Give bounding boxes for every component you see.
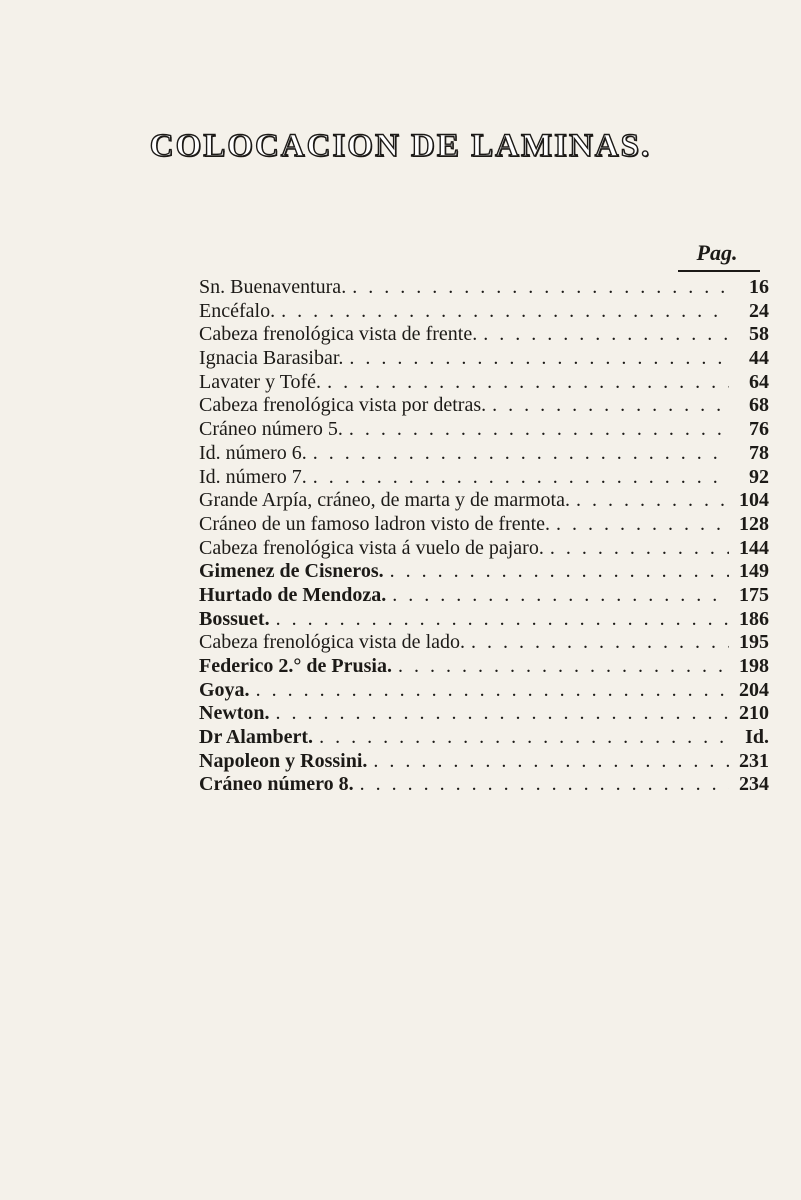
toc-entry-label: Bossuet. bbox=[199, 607, 270, 630]
toc-entry-page: 44 bbox=[749, 347, 769, 370]
dot-leader bbox=[392, 655, 729, 679]
toc-entry-page: 210 bbox=[739, 702, 769, 725]
toc-entry bbox=[199, 489, 769, 513]
toc-entry-label: Dr Alambert. bbox=[199, 726, 314, 749]
dot-leader bbox=[307, 442, 729, 466]
toc-entry-label: Id. número 6. bbox=[199, 441, 307, 464]
toc-entry bbox=[199, 300, 769, 324]
toc-entry-page: 186 bbox=[739, 607, 769, 630]
dot-leader bbox=[550, 513, 729, 537]
dot-leader bbox=[346, 276, 729, 300]
toc-entry-page: 104 bbox=[739, 489, 769, 512]
toc-entry-label: Cabeza frenológica vista de lado. bbox=[199, 631, 465, 654]
dot-leader bbox=[386, 584, 729, 608]
toc-entry bbox=[199, 631, 769, 655]
toc-entry-page: 76 bbox=[749, 418, 769, 441]
dot-leader bbox=[544, 537, 729, 561]
toc-entry-page: Id. bbox=[745, 726, 769, 749]
dot-leader bbox=[354, 773, 729, 797]
dot-leader bbox=[270, 608, 729, 632]
toc-entry-label: Ignacia Barasibar. bbox=[199, 347, 344, 370]
toc-entry-page: 198 bbox=[739, 655, 769, 677]
toc-entry bbox=[199, 347, 769, 371]
toc-entry-label: Lavater y Tofé. bbox=[199, 370, 322, 393]
dot-leader bbox=[343, 418, 729, 442]
dot-leader bbox=[477, 323, 729, 347]
toc-entry-label: Gimenez de Cisneros. bbox=[199, 560, 384, 583]
dot-leader bbox=[313, 726, 729, 750]
toc-entry-page: 204 bbox=[739, 678, 769, 701]
toc-entry bbox=[199, 750, 769, 774]
toc-entry-page: 128 bbox=[739, 512, 769, 535]
toc-entry bbox=[199, 394, 769, 418]
toc-entry-page: 68 bbox=[749, 394, 769, 417]
toc-entry-label: Grande Arpía, cráneo, de marta y de marmota. bbox=[199, 489, 570, 512]
toc-entry bbox=[199, 773, 769, 797]
page-column-header: Pag. bbox=[696, 240, 738, 265]
toc-entry-page: 175 bbox=[739, 583, 769, 606]
toc-entry-label: Cabeza frenológica vista á vuelo de pajaro. bbox=[199, 536, 544, 559]
toc-entry bbox=[199, 560, 769, 584]
dot-leader bbox=[307, 466, 729, 490]
toc-entry-page: 231 bbox=[739, 749, 769, 772]
page-title: COLOCACION DE LAMINAS. bbox=[149, 128, 652, 164]
toc-entry-label: Cráneo número 5. bbox=[199, 418, 343, 441]
toc-entry-page: 149 bbox=[739, 560, 769, 583]
toc-entry bbox=[199, 584, 769, 608]
dot-leader bbox=[367, 750, 729, 774]
toc-entry-label: Newton. bbox=[199, 702, 270, 725]
toc-entry-label: Goya. bbox=[199, 678, 250, 701]
toc-entry-page: 24 bbox=[749, 299, 769, 322]
header-rule bbox=[678, 270, 760, 272]
dot-leader bbox=[343, 347, 729, 371]
toc-entry bbox=[199, 466, 769, 490]
toc-entry bbox=[199, 276, 769, 300]
toc-entry-label: Cabeza frenológica vista por detras. bbox=[199, 394, 487, 417]
dot-leader bbox=[250, 679, 729, 703]
toc-entry-page: 144 bbox=[739, 536, 769, 559]
toc-entry bbox=[199, 418, 769, 442]
toc-entry bbox=[199, 679, 769, 703]
toc-entry-label: Hurtado de Mendoza. bbox=[199, 583, 387, 606]
toc-entry bbox=[199, 323, 769, 347]
toc-entry bbox=[199, 702, 769, 726]
toc-entry bbox=[199, 537, 769, 561]
dot-leader bbox=[465, 631, 729, 655]
toc-entry-label: Cráneo de un famoso ladron visto de frente. bbox=[199, 512, 551, 535]
toc-entry-label: Cráneo número 8. bbox=[199, 773, 354, 796]
toc-entry-label: Federico 2.° de Prusia. bbox=[199, 655, 392, 677]
dot-leader bbox=[486, 394, 729, 418]
toc-entry-label: Encéfalo. bbox=[199, 299, 276, 322]
dot-leader bbox=[570, 489, 729, 513]
dot-leader bbox=[321, 371, 729, 395]
toc-entry-page: 58 bbox=[749, 323, 769, 346]
toc-entry-label: Cabeza frenológica vista de frente. bbox=[199, 323, 478, 346]
toc-entry bbox=[199, 513, 769, 537]
toc-entry bbox=[199, 608, 769, 632]
table-of-contents bbox=[199, 276, 769, 797]
toc-entry-label: Napoleon y Rossini. bbox=[199, 749, 368, 772]
toc-entry-page: 16 bbox=[749, 276, 769, 298]
toc-entry-label: Id. número 7. bbox=[199, 465, 307, 488]
toc-entry-page: 78 bbox=[749, 441, 769, 464]
toc-entry-label: Sn. Buenaventura. bbox=[199, 276, 347, 298]
toc-entry-page: 64 bbox=[749, 370, 769, 393]
toc-entry-page: 92 bbox=[749, 465, 769, 488]
dot-leader bbox=[384, 560, 729, 584]
toc-entry bbox=[199, 655, 769, 679]
dot-leader bbox=[270, 702, 729, 726]
toc-entry-page: 195 bbox=[739, 631, 769, 654]
toc-entry bbox=[199, 371, 769, 395]
dot-leader bbox=[275, 300, 729, 324]
toc-entry bbox=[199, 726, 769, 750]
toc-entry-page: 234 bbox=[739, 773, 769, 796]
toc-entry bbox=[199, 442, 769, 466]
